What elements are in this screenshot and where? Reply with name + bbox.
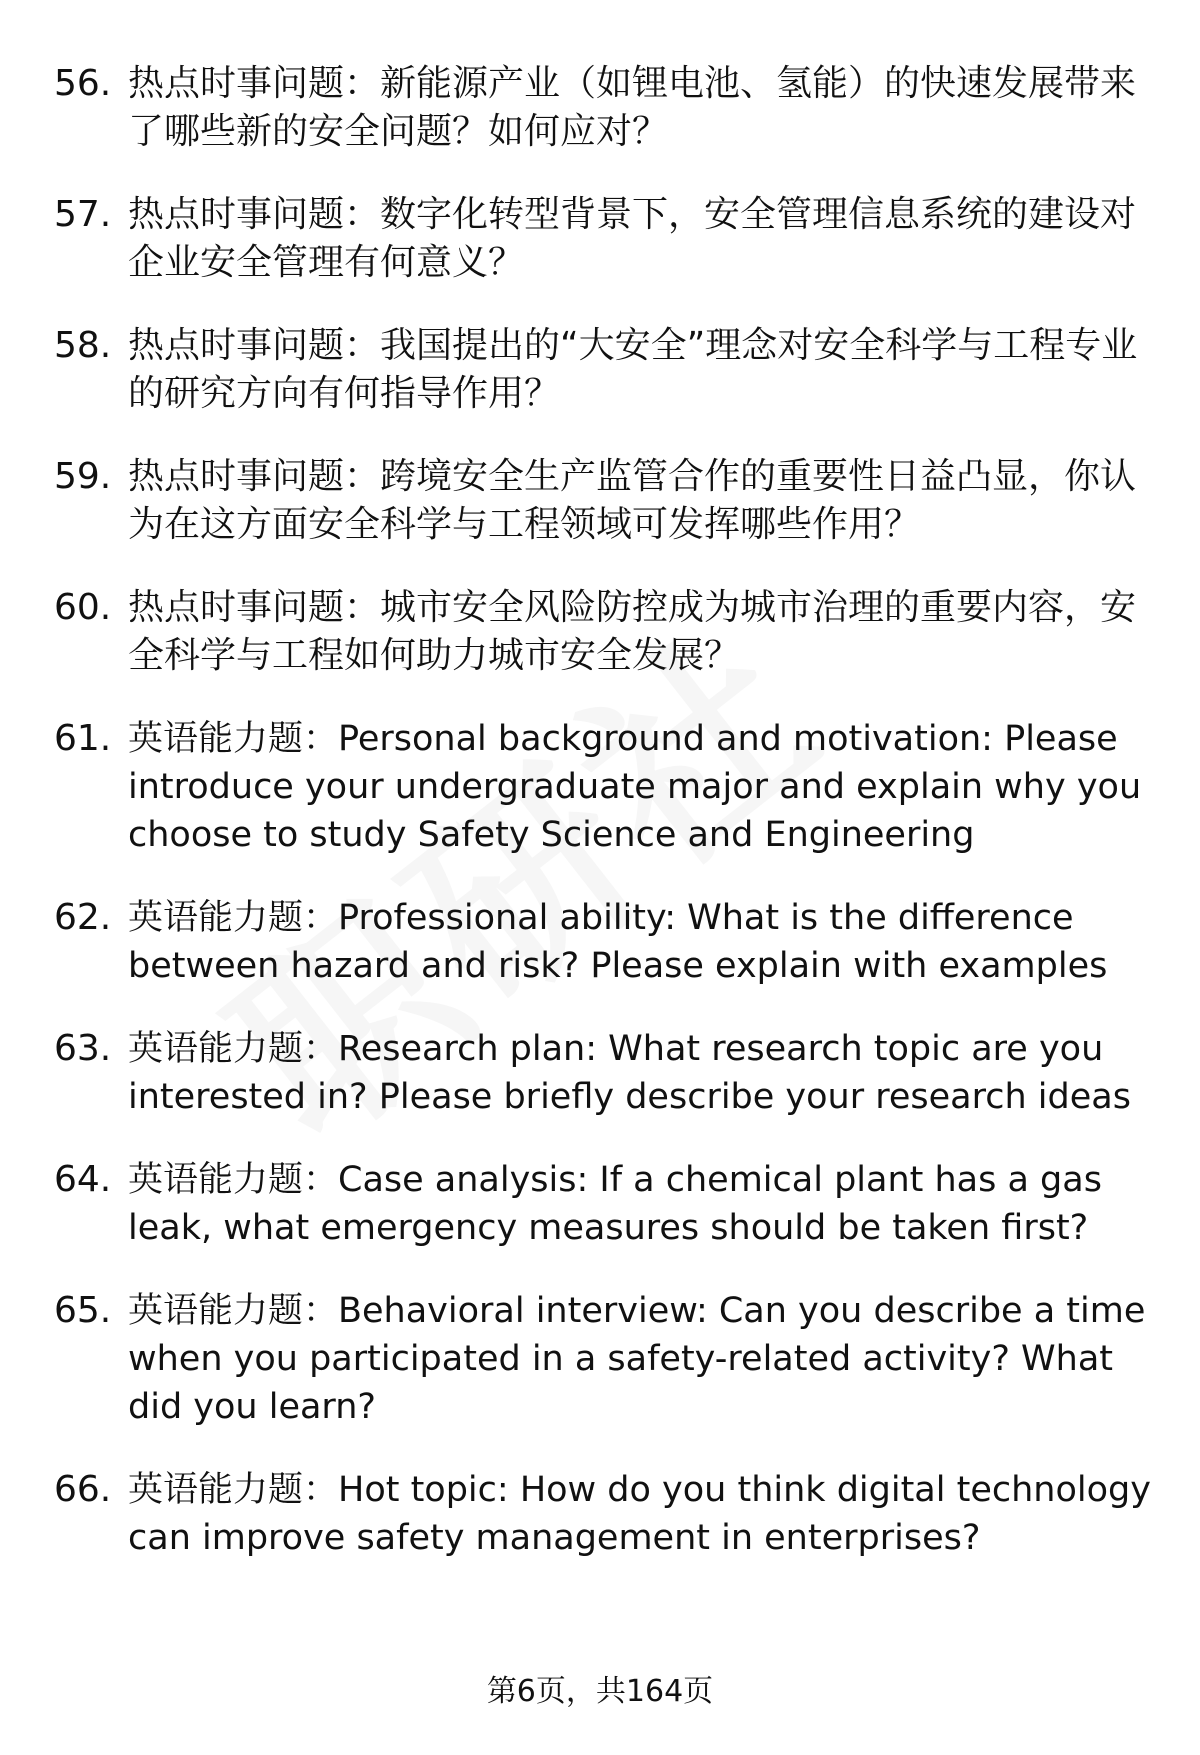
list-item	[0, 60, 1200, 156]
question-text: 热点时事问题：新能源产业（如锂电池、氢能）的快速发展带来了哪些新的安全问题？如何应对？	[128, 63, 1137, 152]
question-text: 英语能力题：Case analysis: If a chemical plant has a gas leak, what emergency measures should be taken first?	[128, 1160, 1102, 1248]
list-item	[0, 1287, 1200, 1431]
list-item	[0, 1025, 1200, 1121]
question-number: 60.	[54, 587, 112, 628]
question-text: 英语能力题：Personal background and motivation: Please introduce your undergraduate major and explain why you choose to study Safety Science and Engineering	[128, 719, 1142, 855]
question-number: 65.	[54, 1290, 112, 1331]
list-item	[0, 894, 1200, 990]
list-item	[0, 584, 1200, 680]
page-footer: 第6页，共164页	[486, 1674, 714, 1709]
question-number: 61.	[54, 718, 112, 759]
list-item	[0, 322, 1200, 418]
question-number: 62.	[54, 897, 112, 938]
question-number: 59.	[54, 456, 112, 497]
question-text: 热点时事问题：跨境安全生产监管合作的重要性日益凸显，你认为在这方面安全科学与工程领域可发挥哪些作用？	[128, 456, 1137, 545]
question-text: 英语能力题：Hot topic: How do you think digital technology can improve safety management in enterprises?	[128, 1470, 1151, 1558]
question-text: 英语能力题：Professional ability: What is the difference between hazard and risk? Please explain with examples	[128, 898, 1108, 986]
question-text: 热点时事问题：数字化转型背景下，安全管理信息系统的建设对企业安全管理有何意义？	[128, 194, 1137, 283]
list-item	[0, 453, 1200, 549]
question-number: 64.	[54, 1159, 112, 1200]
question-number: 56.	[54, 63, 112, 104]
question-number: 57.	[54, 194, 112, 235]
question-text: 热点时事问题：我国提出的“大安全”理念对安全科学与工程专业的研究方向有何指导作用？	[128, 325, 1138, 414]
list-item	[0, 191, 1200, 287]
list-item	[0, 1156, 1200, 1252]
question-text: 英语能力题：Research plan: What research topic are you interested in? Please briefly describe your research ideas	[128, 1029, 1131, 1117]
question-text: 热点时事问题：城市安全风险防控成为城市治理的重要内容，安全科学与工程如何助力城市安全发展？	[128, 587, 1137, 676]
question-list	[0, 60, 1200, 1597]
question-number: 58.	[54, 325, 112, 366]
list-item	[0, 715, 1200, 859]
question-number: 66.	[54, 1469, 112, 1510]
list-item	[0, 1466, 1200, 1562]
question-number: 63.	[54, 1028, 112, 1069]
question-text: 英语能力题：Behavioral interview: Can you describe a time when you participated in a safety-related activity? What did you learn?	[128, 1291, 1146, 1427]
